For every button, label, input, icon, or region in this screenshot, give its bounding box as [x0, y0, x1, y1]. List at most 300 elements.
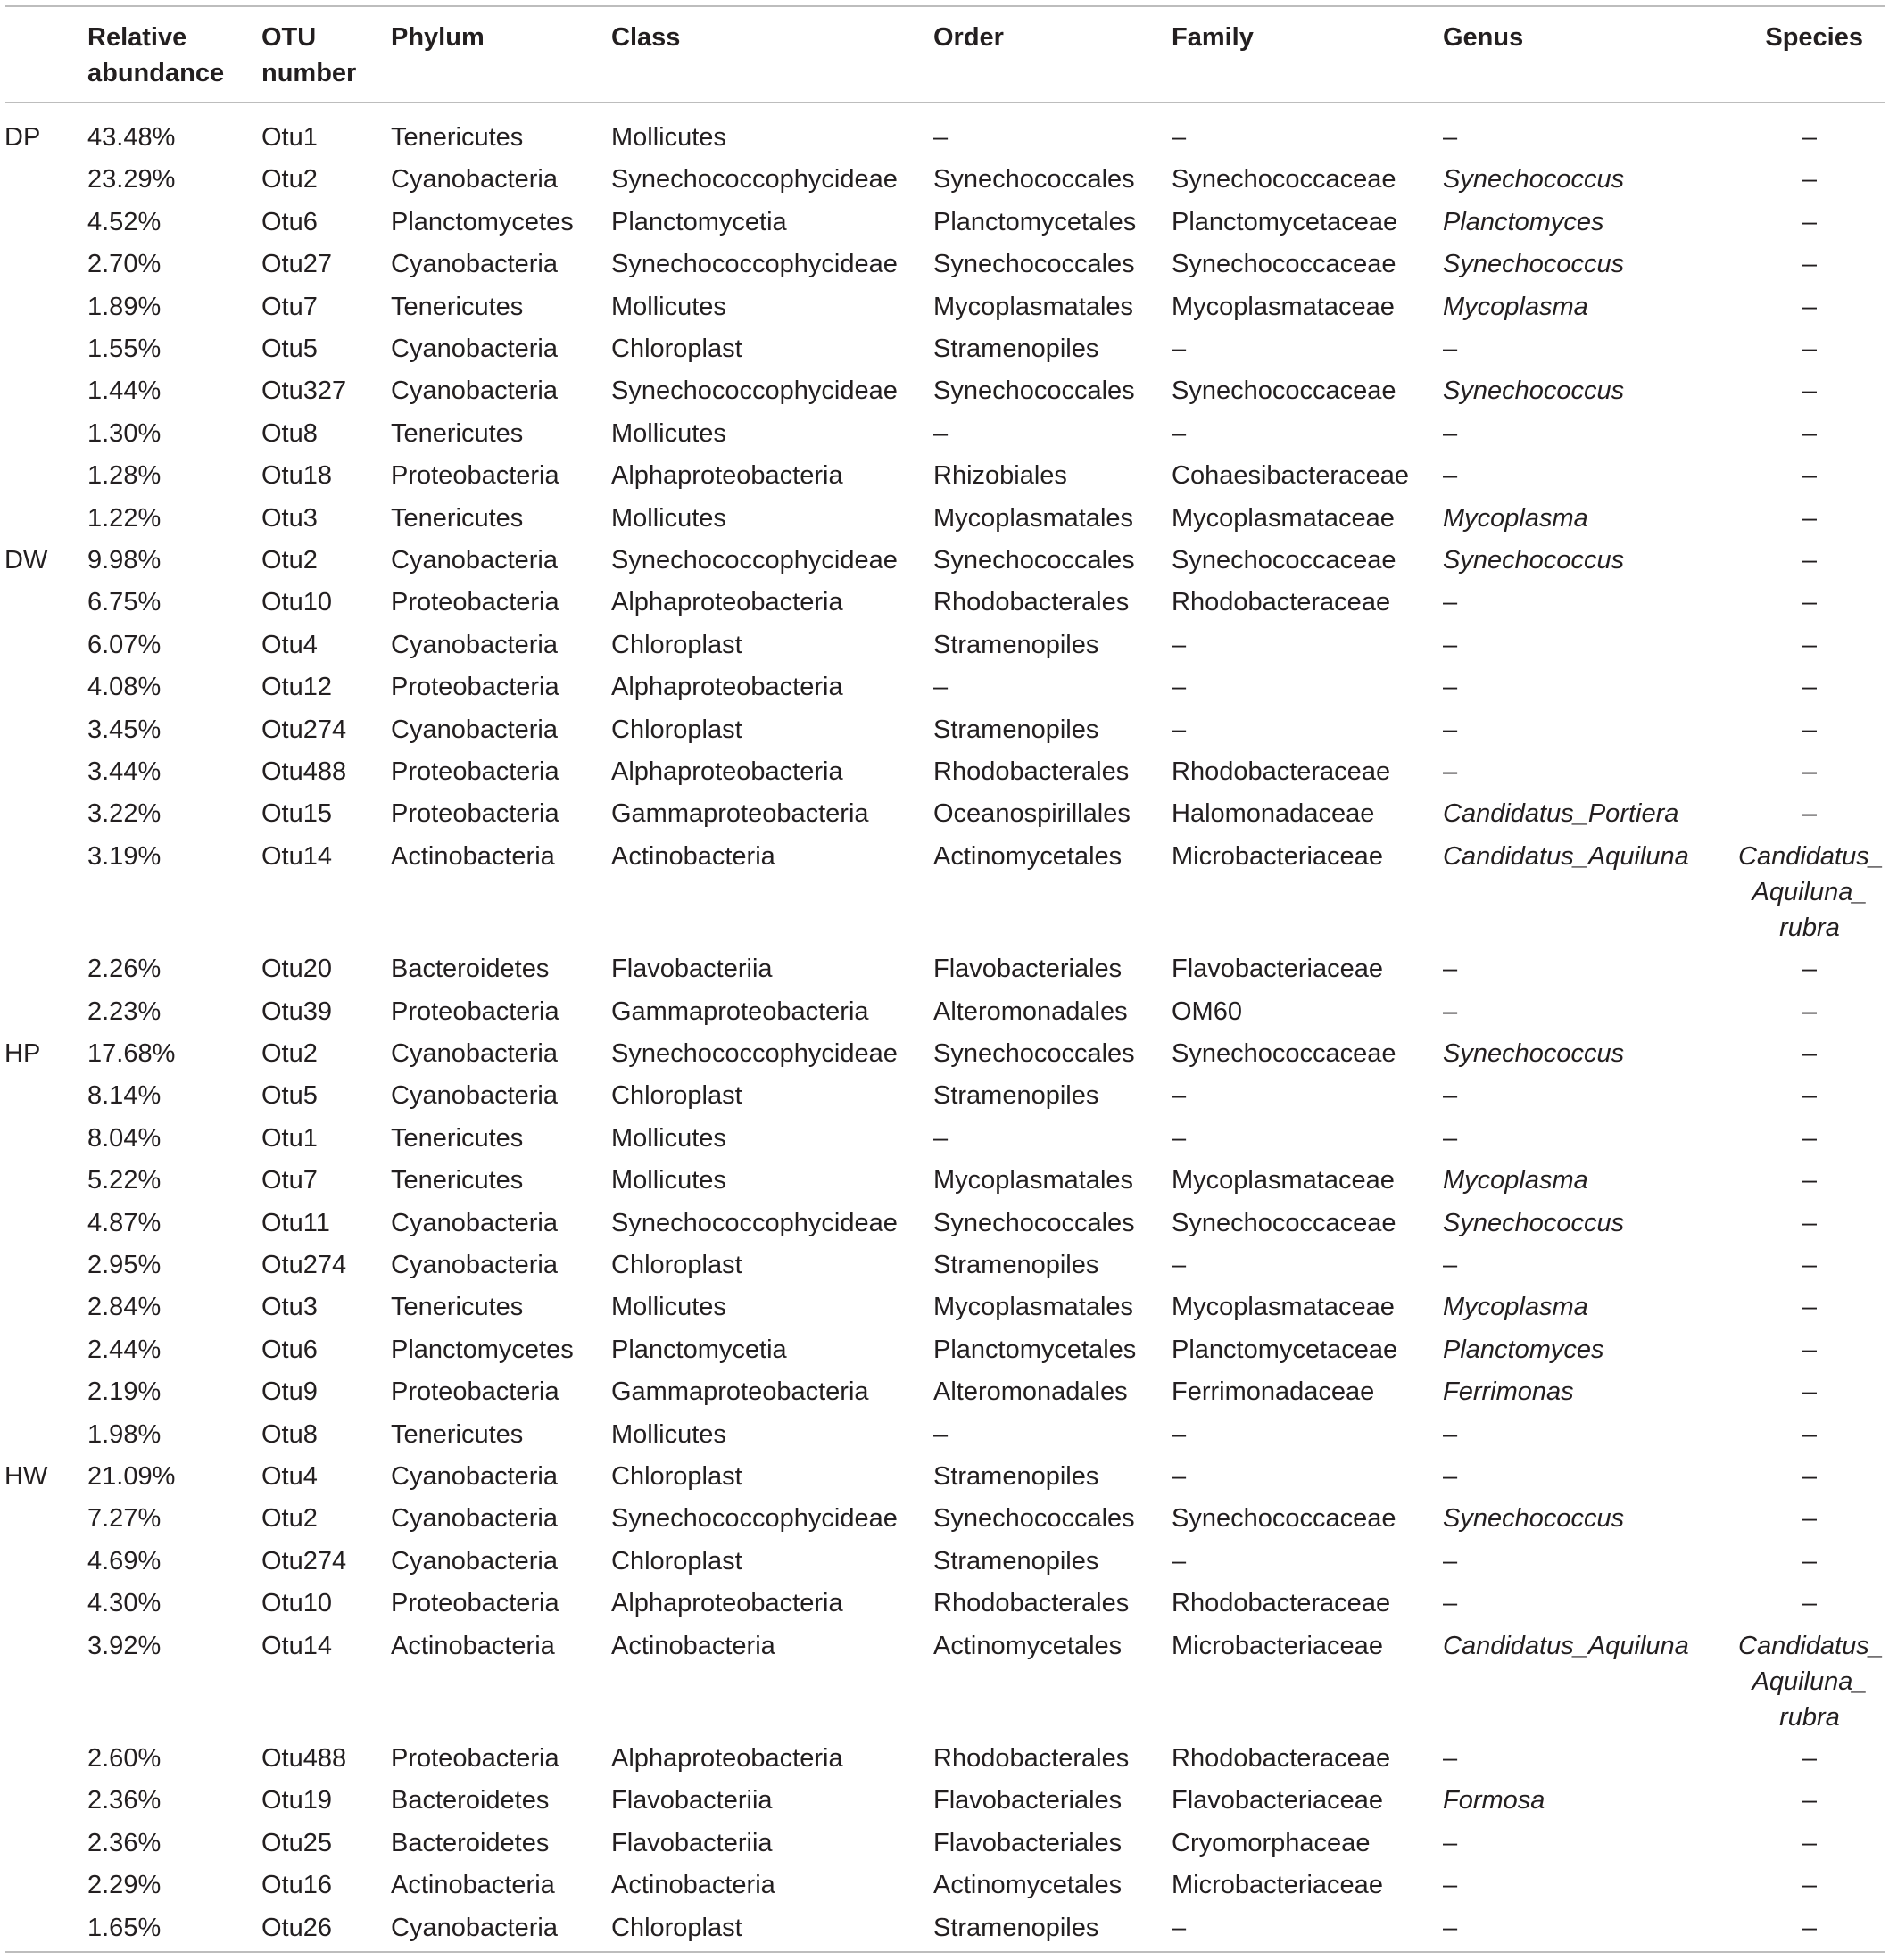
abundance-cell: 3.22% [87, 799, 162, 829]
class-cell: Chloroplast [611, 1913, 742, 1942]
family-cell: Microbacteriaceae [1172, 1631, 1383, 1660]
family-cell: OM60 [1172, 997, 1242, 1026]
table-row [0, 331, 1889, 374]
table-row [0, 1036, 1889, 1079]
table-row [0, 1205, 1889, 1248]
phylum-cell: Planctomycetes [391, 1335, 574, 1364]
otu-cell: Otu14 [261, 841, 332, 871]
abundance-cell: 1.30% [87, 418, 162, 448]
header-class: Class [611, 23, 681, 52]
phylum-cell: Actinobacteria [391, 1871, 555, 1900]
order-cell: Flavobacteriales [933, 1828, 1123, 1857]
otu-cell: Otu2 [261, 546, 318, 575]
family-cell: – [1172, 1251, 1187, 1279]
species-cell: – [1802, 715, 1818, 744]
order-cell: Stramenopiles [933, 1462, 1099, 1491]
order-cell: Rhizobiales [933, 461, 1067, 491]
class-cell: Chloroplast [611, 1546, 742, 1575]
genus-cell: Mycoplasma [1443, 1293, 1588, 1322]
otu-cell: Otu9 [261, 1377, 318, 1407]
genus-cell: Candidatus_Aquiluna [1443, 841, 1689, 871]
table-row [0, 796, 1889, 839]
abundance-cell: 5.22% [87, 1166, 162, 1195]
table-row [0, 584, 1889, 627]
order-cell: – [933, 418, 949, 448]
otu-cell: Otu14 [261, 1631, 332, 1660]
abundance-cell: 4.30% [87, 1589, 162, 1618]
abundance-cell: 4.08% [87, 673, 162, 702]
genus-cell: Synechococcus [1443, 250, 1625, 279]
table-row [0, 1162, 1889, 1205]
species-cell: – [1802, 1786, 1818, 1815]
order-cell: Synechococcales [933, 1039, 1135, 1068]
species-cell: – [1802, 1039, 1818, 1068]
table-row [0, 1628, 1889, 1732]
header-species: Species [1765, 23, 1863, 52]
otu-cell: Otu19 [261, 1786, 332, 1815]
order-cell: – [933, 673, 949, 702]
phylum-cell: Proteobacteria [391, 1744, 559, 1773]
phylum-cell: Cyanobacteria [391, 250, 558, 279]
phylum-cell: Proteobacteria [391, 588, 559, 617]
abundance-cell: 1.89% [87, 292, 162, 321]
genus-cell: – [1443, 1744, 1458, 1773]
phylum-cell: Tenericutes [391, 292, 524, 321]
table-row [0, 669, 1889, 712]
species-cell: – [1802, 799, 1818, 829]
species-cell: – [1802, 673, 1818, 702]
family-cell: Synechococcaceae [1172, 376, 1396, 406]
order-cell: Actinomycetales [933, 841, 1123, 871]
species-cell: – [1802, 1251, 1818, 1279]
group-label: DP [4, 123, 41, 152]
abundance-cell: 2.26% [87, 955, 162, 984]
table-row [0, 1078, 1889, 1121]
genus-cell: – [1443, 588, 1458, 617]
species-cell: – [1802, 335, 1818, 363]
abundance-cell: 1.28% [87, 461, 162, 491]
species-cell: – [1802, 757, 1818, 786]
family-cell: Synechococcaceae [1172, 1039, 1396, 1068]
otu-cell: Otu2 [261, 1504, 318, 1534]
genus-cell: Candidatus_Portiera [1443, 799, 1679, 829]
family-cell: – [1172, 630, 1187, 659]
order-cell: Rhodobacterales [933, 588, 1130, 617]
family-cell: Rhodobacteraceae [1172, 757, 1391, 786]
table-row [0, 1459, 1889, 1501]
otu-cell: Otu2 [261, 165, 318, 194]
species-cell: – [1802, 207, 1818, 236]
abundance-cell: 6.75% [87, 588, 162, 617]
genus-cell: Candidatus_Aquiluna [1443, 1631, 1689, 1660]
abundance-cell: 21.09% [87, 1462, 176, 1491]
genus-cell: – [1443, 715, 1458, 744]
bottom-rule [5, 1951, 1885, 1953]
phylum-cell: Cyanobacteria [391, 630, 558, 659]
species-cell: – [1802, 165, 1818, 194]
genus-cell: – [1443, 673, 1458, 702]
family-cell: Mycoplasmataceae [1172, 503, 1395, 533]
abundance-cell: 2.23% [87, 997, 162, 1026]
phylum-cell: Proteobacteria [391, 997, 559, 1026]
table-row [0, 120, 1889, 162]
class-cell: Synechococcophycideae [611, 546, 898, 575]
genus-cell: – [1443, 461, 1458, 491]
otu-cell: Otu488 [261, 1744, 347, 1773]
table-row [0, 1374, 1889, 1417]
header-otu-number: OTU number [261, 23, 357, 87]
table-row [0, 1910, 1889, 1953]
family-cell: – [1172, 1913, 1187, 1942]
genus-cell: Mycoplasma [1443, 1166, 1588, 1195]
phylum-cell: Tenericutes [391, 123, 524, 152]
species-cell: – [1802, 1335, 1818, 1364]
genus-cell: – [1443, 335, 1458, 363]
otu-cell: Otu7 [261, 1166, 318, 1195]
order-cell: Stramenopiles [933, 1913, 1099, 1942]
abundance-cell: 1.98% [87, 1419, 162, 1449]
abundance-cell: 17.68% [87, 1039, 176, 1068]
abundance-cell: 2.36% [87, 1828, 162, 1857]
header-family: Family [1172, 23, 1254, 52]
species-cell: – [1802, 250, 1818, 279]
species-cell: – [1802, 376, 1818, 406]
header-rule [5, 102, 1885, 103]
table-row [0, 839, 1889, 942]
species-cell: – [1802, 1744, 1818, 1773]
class-cell: Gammaproteobacteria [611, 799, 869, 829]
genus-cell: – [1443, 630, 1458, 659]
abundance-cell: 23.29% [87, 165, 176, 194]
abundance-cell: 4.87% [87, 1208, 162, 1237]
order-cell: Mycoplasmatales [933, 1166, 1134, 1195]
order-cell: Synechococcales [933, 165, 1135, 194]
abundance-cell: 2.44% [87, 1335, 162, 1364]
table-row [0, 1332, 1889, 1375]
class-cell: Actinobacteria [611, 1871, 775, 1900]
otu-cell: Otu26 [261, 1913, 332, 1942]
table-row [0, 373, 1889, 416]
phylum-cell: Cyanobacteria [391, 1913, 558, 1942]
otu-cell: Otu15 [261, 799, 332, 829]
species-cell: – [1802, 1123, 1818, 1153]
group-label: HP [4, 1039, 41, 1068]
phylum-cell: Cyanobacteria [391, 1504, 558, 1534]
otu-cell: Otu1 [261, 123, 318, 152]
phylum-cell: Cyanobacteria [391, 1208, 558, 1237]
genus-cell: Synechococcus [1443, 376, 1625, 406]
otu-cell: Otu39 [261, 997, 332, 1026]
family-cell: Synechococcaceae [1172, 1504, 1396, 1534]
species-cell: – [1802, 546, 1818, 575]
order-cell: Rhodobacterales [933, 1744, 1130, 1773]
group-label: HW [4, 1462, 48, 1491]
otu-cell: Otu1 [261, 1123, 318, 1153]
table-row [0, 416, 1889, 459]
family-cell: Flavobacteriaceae [1172, 1786, 1383, 1815]
phylum-cell: Cyanobacteria [391, 1039, 558, 1068]
table-row [0, 1585, 1889, 1628]
class-cell: Synechococcophycideae [611, 376, 898, 406]
phylum-cell: Bacteroidetes [391, 1786, 550, 1815]
class-cell: Mollicutes [611, 1166, 726, 1195]
family-cell: – [1172, 1081, 1187, 1111]
abundance-cell: 3.19% [87, 841, 162, 871]
table-row [0, 712, 1889, 755]
genus-cell: – [1443, 1419, 1458, 1449]
family-cell: Halomonadaceae [1172, 799, 1375, 829]
order-cell: Stramenopiles [933, 715, 1099, 744]
genus-cell: – [1443, 1871, 1458, 1900]
class-cell: Mollicutes [611, 123, 726, 152]
genus-cell: – [1443, 1251, 1458, 1279]
otu-cell: Otu18 [261, 461, 332, 491]
otu-cell: Otu3 [261, 1293, 318, 1322]
species-cell: – [1802, 1828, 1818, 1857]
family-cell: Flavobacteriaceae [1172, 955, 1383, 984]
species-cell: – [1802, 461, 1818, 491]
family-cell: – [1172, 123, 1187, 152]
phylum-cell: Proteobacteria [391, 799, 559, 829]
phylum-cell: Tenericutes [391, 418, 524, 448]
otu-cell: Otu12 [261, 673, 332, 702]
abundance-cell: 1.22% [87, 503, 162, 533]
species-cell: – [1802, 1589, 1818, 1618]
otu-cell: Otu327 [261, 376, 347, 406]
phylum-cell: Cyanobacteria [391, 546, 558, 575]
class-cell: Mollicutes [611, 418, 726, 448]
abundance-cell: 3.92% [87, 1631, 162, 1660]
otu-cell: Otu6 [261, 1335, 318, 1364]
phylum-cell: Cyanobacteria [391, 715, 558, 744]
species-cell: – [1802, 1913, 1818, 1942]
genus-cell: Synechococcus [1443, 546, 1625, 575]
otu-cell: Otu2 [261, 1039, 318, 1068]
table-row [0, 1825, 1889, 1868]
family-cell: Rhodobacteraceae [1172, 1744, 1391, 1773]
order-cell: Actinomycetales [933, 1871, 1123, 1900]
family-cell: Microbacteriaceae [1172, 1871, 1383, 1900]
abundance-cell: 6.07% [87, 630, 162, 659]
order-cell: Planctomycetales [933, 207, 1137, 236]
genus-cell: Planctomyces [1443, 207, 1604, 236]
phylum-cell: Tenericutes [391, 1293, 524, 1322]
class-cell: Actinobacteria [611, 1631, 775, 1660]
phylum-cell: Cyanobacteria [391, 1081, 558, 1111]
species-cell: – [1802, 955, 1818, 984]
phylum-cell: Bacteroidetes [391, 1828, 550, 1857]
genus-cell: Synechococcus [1443, 1039, 1625, 1068]
class-cell: Alphaproteobacteria [611, 757, 843, 786]
family-cell: Microbacteriaceae [1172, 841, 1383, 871]
order-cell: Actinomycetales [933, 1631, 1123, 1660]
species-cell: – [1802, 1419, 1818, 1449]
phylum-cell: Proteobacteria [391, 461, 559, 491]
table-row [0, 1417, 1889, 1460]
abundance-cell: 3.45% [87, 715, 162, 744]
class-cell: Alphaproteobacteria [611, 1744, 843, 1773]
otu-cell: Otu274 [261, 715, 347, 744]
class-cell: Synechococcophycideae [611, 250, 898, 279]
abundance-cell: 8.04% [87, 1123, 162, 1153]
family-cell: – [1172, 715, 1187, 744]
table-row [0, 994, 1889, 1037]
class-cell: Planctomycetia [611, 207, 787, 236]
phylum-cell: Tenericutes [391, 503, 524, 533]
class-cell: Flavobacteriia [611, 1786, 773, 1815]
order-cell: Synechococcales [933, 546, 1135, 575]
class-cell: Chloroplast [611, 1081, 742, 1111]
species-cell: – [1802, 1208, 1818, 1237]
class-cell: Alphaproteobacteria [611, 673, 843, 702]
abundance-cell: 1.65% [87, 1913, 162, 1942]
otu-cell: Otu7 [261, 292, 318, 321]
otu-cell: Otu10 [261, 588, 332, 617]
abundance-cell: 2.84% [87, 1293, 162, 1322]
family-cell: Ferrimonadaceae [1172, 1377, 1375, 1407]
order-cell: Stramenopiles [933, 1546, 1099, 1575]
order-cell: Oceanospirillales [933, 799, 1131, 829]
phylum-cell: Tenericutes [391, 1419, 524, 1449]
otu-cell: Otu274 [261, 1546, 347, 1575]
phylum-cell: Cyanobacteria [391, 335, 558, 363]
class-cell: Flavobacteriia [611, 955, 773, 984]
order-cell: – [933, 1123, 949, 1153]
table-row [0, 246, 1889, 289]
group-label: DW [4, 546, 48, 575]
family-cell: Cryomorphaceae [1172, 1828, 1371, 1857]
abundance-cell: 1.55% [87, 335, 162, 363]
class-cell: Planctomycetia [611, 1335, 787, 1364]
genus-cell: Mycoplasma [1443, 503, 1588, 533]
phylum-cell: Proteobacteria [391, 757, 559, 786]
phylum-cell: Cyanobacteria [391, 165, 558, 194]
otu-cell: Otu8 [261, 418, 318, 448]
species-cell: – [1802, 630, 1818, 659]
otu-cell: Otu5 [261, 335, 318, 363]
genus-cell: – [1443, 1081, 1458, 1111]
abundance-cell: 43.48% [87, 123, 176, 152]
family-cell: Synechococcaceae [1172, 165, 1396, 194]
otu-cell: Otu274 [261, 1251, 347, 1279]
family-cell: Synechococcaceae [1172, 250, 1396, 279]
otu-cell: Otu16 [261, 1871, 332, 1900]
table-row [0, 500, 1889, 543]
header-genus: Genus [1443, 23, 1524, 52]
family-cell: Cohaesibacteraceae [1172, 461, 1410, 491]
phylum-cell: Proteobacteria [391, 1377, 559, 1407]
class-cell: Alphaproteobacteria [611, 1589, 843, 1618]
genus-cell: – [1443, 1123, 1458, 1153]
species-cell: – [1802, 997, 1818, 1026]
abundance-cell: 4.52% [87, 207, 162, 236]
order-cell: Mycoplasmatales [933, 503, 1134, 533]
genus-cell: – [1443, 997, 1458, 1026]
otu-cell: Otu8 [261, 1419, 318, 1449]
family-cell: Planctomycetaceae [1172, 207, 1398, 236]
order-cell: Mycoplasmatales [933, 292, 1134, 321]
table-row [0, 1543, 1889, 1586]
phylum-cell: Cyanobacteria [391, 1546, 558, 1575]
otu-cell: Otu11 [261, 1208, 330, 1237]
abundance-cell: 8.14% [87, 1081, 162, 1111]
species-cell: – [1802, 292, 1818, 321]
order-cell: – [933, 123, 949, 152]
genus-cell: – [1443, 757, 1458, 786]
genus-cell: – [1443, 1589, 1458, 1618]
species-cell: – [1802, 1871, 1818, 1900]
class-cell: Gammaproteobacteria [611, 1377, 869, 1407]
table-row [0, 1867, 1889, 1910]
order-cell: Stramenopiles [933, 1251, 1099, 1279]
class-cell: Synechococcophycideae [611, 1208, 898, 1237]
header-order: Order [933, 23, 1004, 52]
class-cell: Mollicutes [611, 503, 726, 533]
genus-cell: – [1443, 418, 1458, 448]
class-cell: Flavobacteriia [611, 1828, 773, 1857]
species-cell: – [1802, 1504, 1818, 1534]
order-cell: Mycoplasmatales [933, 1293, 1134, 1322]
table-row [0, 951, 1889, 994]
species-cell: – [1802, 1377, 1818, 1407]
table-row [0, 542, 1889, 585]
order-cell: – [933, 1419, 949, 1449]
species-cell: – [1802, 1293, 1818, 1322]
class-cell: Mollicutes [611, 1123, 726, 1153]
class-cell: Gammaproteobacteria [611, 997, 869, 1026]
species-cell: – [1802, 1166, 1818, 1195]
species-cell: – [1802, 503, 1818, 533]
species-cell: – [1802, 1081, 1818, 1111]
genus-cell: – [1443, 955, 1458, 984]
otu-cell: Otu488 [261, 757, 347, 786]
order-cell: Rhodobacterales [933, 1589, 1130, 1618]
order-cell: Alteromonadales [933, 1377, 1128, 1407]
top-rule [5, 5, 1885, 7]
abundance-cell: 9.98% [87, 546, 162, 575]
header-relative-abundance: Relative abundance [87, 23, 225, 87]
abundance-cell: 1.44% [87, 376, 162, 406]
phylum-cell: Bacteroidetes [391, 955, 550, 984]
family-cell: – [1172, 673, 1187, 702]
family-cell: Mycoplasmataceae [1172, 1166, 1395, 1195]
order-cell: Synechococcales [933, 1208, 1135, 1237]
abundance-cell: 7.27% [87, 1504, 162, 1534]
class-cell: Chloroplast [611, 1251, 742, 1279]
class-cell: Chloroplast [611, 715, 742, 744]
genus-cell: Mycoplasma [1443, 292, 1588, 321]
genus-cell: Formosa [1443, 1786, 1545, 1815]
class-cell: Alphaproteobacteria [611, 588, 843, 617]
genus-cell: Ferrimonas [1443, 1377, 1574, 1407]
genus-cell: – [1443, 1828, 1458, 1857]
family-cell: Planctomycetaceae [1172, 1335, 1398, 1364]
family-cell: Rhodobacteraceae [1172, 1589, 1391, 1618]
order-cell: Rhodobacterales [933, 757, 1130, 786]
class-cell: Mollicutes [611, 292, 726, 321]
class-cell: Chloroplast [611, 335, 742, 363]
species-cell: – [1802, 123, 1818, 152]
genus-cell: Synechococcus [1443, 1504, 1625, 1534]
table-row [0, 204, 1889, 247]
phylum-cell: Cyanobacteria [391, 1462, 558, 1491]
otu-cell: Otu4 [261, 1462, 318, 1491]
order-cell: Planctomycetales [933, 1335, 1137, 1364]
otu-cell: Otu10 [261, 1589, 332, 1618]
family-cell: Mycoplasmataceae [1172, 1293, 1395, 1322]
genus-cell: – [1443, 1462, 1458, 1491]
phylum-cell: Cyanobacteria [391, 1251, 558, 1279]
